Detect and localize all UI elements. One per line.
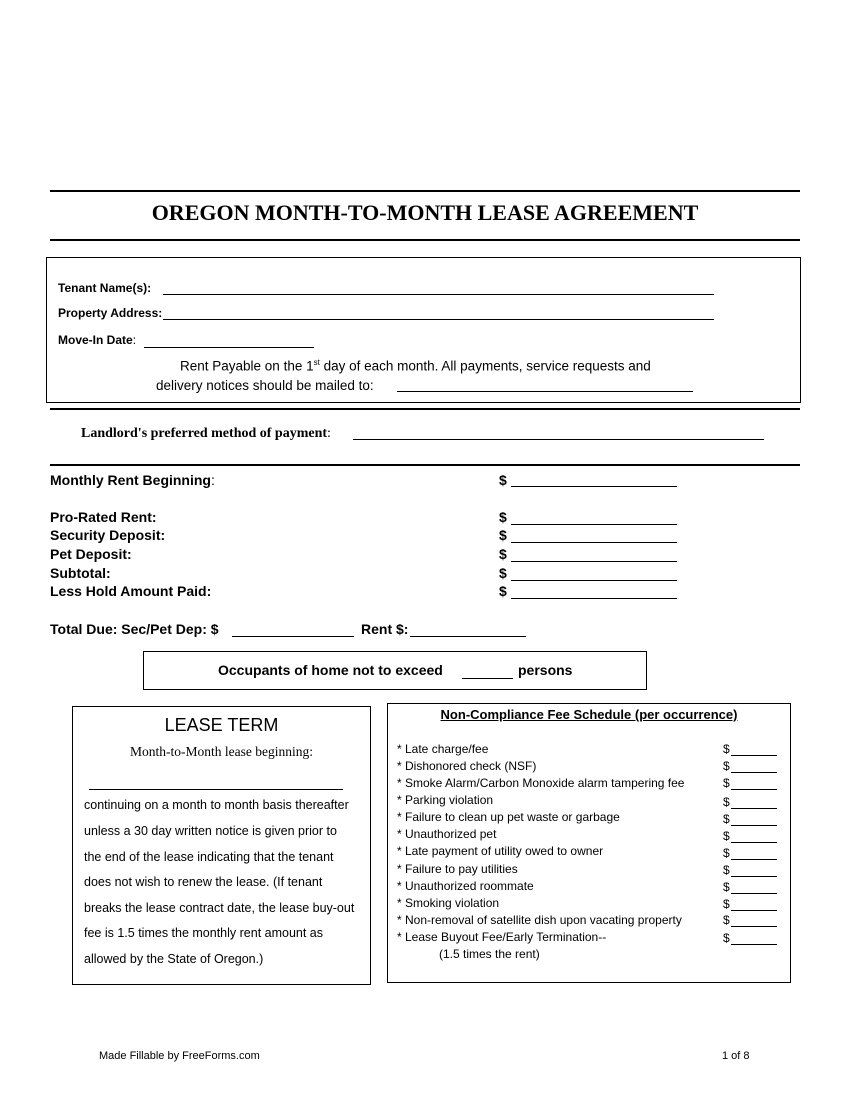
- fee-item-roommate: * Unauthorized roommate: [397, 879, 534, 893]
- fee-amount-field[interactable]: [731, 808, 777, 809]
- fee-amount-field[interactable]: [731, 926, 777, 927]
- fee-dollar: $: [723, 931, 730, 945]
- lease-term-heading: LEASE TERM: [164, 715, 279, 735]
- fee-item-late-charge: * Late charge/fee: [397, 742, 489, 756]
- page-number: 1 of 8: [722, 1050, 750, 1062]
- payment-method-colon: :: [327, 426, 331, 441]
- occupants-box: [143, 651, 647, 690]
- lease-term-line-6: fee is 1.5 times the monthly rent amount as: [84, 926, 324, 940]
- move-in-date-field[interactable]: [144, 347, 314, 348]
- subtotal-dollar: $: [499, 565, 507, 581]
- footer-credit: Made Fillable by FreeForms.com: [99, 1050, 260, 1062]
- mailed-to-text: delivery notices should be mailed to:: [156, 378, 374, 393]
- subtotal-field[interactable]: [511, 580, 677, 581]
- fee-item-satellite: * Non-removal of satellite dish upon vacating property: [397, 913, 682, 927]
- fee-item-parking: * Parking violation: [397, 793, 494, 807]
- move-in-label-wrap: [58, 333, 136, 347]
- sec-pet-deposit-field[interactable]: [232, 636, 354, 637]
- payment-method-field[interactable]: [353, 439, 764, 440]
- lease-term-subheading: Month-to-Month lease beginning:: [130, 744, 313, 759]
- prorated-rent-field[interactable]: [511, 524, 677, 525]
- tenant-names-field[interactable]: [163, 294, 714, 295]
- monthly-rent-dollar: $: [499, 472, 507, 488]
- fee-amount-field[interactable]: [731, 825, 777, 826]
- fee-item-nsf: * Dishonored check (NSF): [397, 759, 537, 773]
- fee-item-buyout: * Lease Buyout Fee/Early Termination--: [397, 930, 607, 944]
- fee-item-pet-waste: * Failure to clean up pet waste or garbage: [397, 810, 620, 824]
- rent-due-field[interactable]: [410, 636, 526, 637]
- property-address-label: Property Address:: [58, 306, 163, 320]
- fee-dollar: $: [723, 776, 730, 790]
- lease-term-line-4: does not wish to renew the lease. (If tenant: [84, 875, 323, 889]
- fee-amount-field[interactable]: [731, 893, 777, 894]
- fee-amount-field[interactable]: [731, 859, 777, 860]
- top-rule: [50, 190, 800, 192]
- total-due-label: Total Due: Sec/Pet Dep: $: [50, 621, 219, 637]
- monthly-rent-label: Monthly Rent Beginning: [50, 472, 211, 488]
- tenant-info-box: [46, 257, 801, 403]
- fee-amount-field[interactable]: [731, 772, 777, 773]
- payment-method-label: Landlord's preferred method of payment: [81, 426, 328, 441]
- rent-payable-text: [180, 358, 651, 374]
- fee-amount-field[interactable]: [731, 789, 777, 790]
- lease-term-line-7: allowed by the State of Oregon.): [84, 952, 264, 966]
- lease-term-box: [72, 706, 371, 985]
- move-in-label: Move-In Date: [58, 333, 133, 347]
- fee-schedule-heading: Non-Compliance Fee Schedule (per occurrence): [440, 707, 738, 722]
- fee-item-smoking: * Smoking violation: [397, 896, 500, 910]
- payment-top-rule: [50, 408, 800, 410]
- hold-amount-label: Less Hold Amount Paid:: [50, 583, 212, 599]
- pet-deposit-label: Pet Deposit:: [50, 546, 132, 562]
- rent-payable-pre: Rent Payable on the 1: [180, 358, 314, 374]
- fee-dollar: $: [723, 913, 730, 927]
- pet-deposit-field[interactable]: [511, 561, 677, 562]
- fee-dollar: $: [723, 863, 730, 877]
- fee-amount-field[interactable]: [731, 910, 777, 911]
- fee-amount-field[interactable]: [731, 876, 777, 877]
- occupants-post: persons: [518, 662, 573, 678]
- prorated-rent-label: Pro-Rated Rent:: [50, 509, 157, 525]
- fee-dollar: $: [723, 829, 730, 843]
- hold-amount-dollar: $: [499, 583, 507, 599]
- prorated-rent-dollar: $: [499, 509, 507, 525]
- fee-item-unauthorized-pet: * Unauthorized pet: [397, 827, 497, 841]
- mailing-address-field[interactable]: [397, 391, 693, 392]
- monthly-rent-field[interactable]: [511, 486, 677, 487]
- fee-dollar: $: [723, 880, 730, 894]
- fee-buyout-note: (1.5 times the rent): [439, 947, 540, 961]
- fee-dollar: $: [723, 812, 730, 826]
- fee-dollar: $: [723, 742, 730, 756]
- lease-term-line-1: continuing on a month to month basis thereafter: [84, 798, 349, 812]
- monthly-rent-label-wrap: [50, 472, 215, 488]
- rent-dollar-label: Rent $:: [361, 621, 409, 637]
- page-title: OREGON MONTH-TO-MONTH LEASE AGREEMENT: [151, 200, 699, 225]
- fee-item-smoke-alarm: * Smoke Alarm/Carbon Monoxide alarm tampering fee: [397, 776, 685, 790]
- fee-item-utilities: * Failure to pay utilities: [397, 862, 518, 876]
- fee-dollar: $: [723, 759, 730, 773]
- security-deposit-label: Security Deposit:: [50, 527, 166, 543]
- monthly-rent-colon: :: [210, 472, 215, 488]
- fee-amount-field[interactable]: [731, 842, 777, 843]
- hold-amount-field[interactable]: [511, 598, 677, 599]
- move-in-colon: :: [132, 333, 137, 347]
- property-address-field[interactable]: [163, 319, 714, 320]
- lease-term-line-2: unless a 30 day written notice is given prior to: [84, 824, 337, 838]
- fee-item-late-utility: * Late payment of utility owed to owner: [397, 844, 604, 858]
- fee-amount-field[interactable]: [731, 944, 777, 945]
- lease-start-date-field[interactable]: [89, 789, 343, 790]
- security-deposit-dollar: $: [499, 527, 507, 543]
- subtotal-label: Subtotal:: [50, 565, 111, 581]
- pet-deposit-dollar: $: [499, 546, 507, 562]
- fee-dollar: $: [723, 846, 730, 860]
- rent-payable-post: day of each month. All payments, service requests and: [319, 358, 651, 374]
- fee-amount-field[interactable]: [731, 755, 777, 756]
- payment-method-text: [81, 426, 331, 442]
- tenant-names-label: Tenant Name(s):: [58, 281, 152, 295]
- lease-term-line-5: breaks the lease contract date, the lease buy-out: [84, 901, 355, 915]
- fee-dollar: $: [723, 795, 730, 809]
- fee-dollar: $: [723, 897, 730, 911]
- security-deposit-field[interactable]: [511, 542, 677, 543]
- occupants-count-field[interactable]: [462, 678, 513, 679]
- occupants-pre: Occupants of home not to exceed: [218, 662, 443, 678]
- title-bottom-rule: [50, 239, 800, 241]
- rent-payable-sup: st: [313, 358, 320, 367]
- rent-section-rule: [50, 464, 800, 466]
- lease-term-line-3: the end of the lease indicating that the tenant: [84, 850, 334, 864]
